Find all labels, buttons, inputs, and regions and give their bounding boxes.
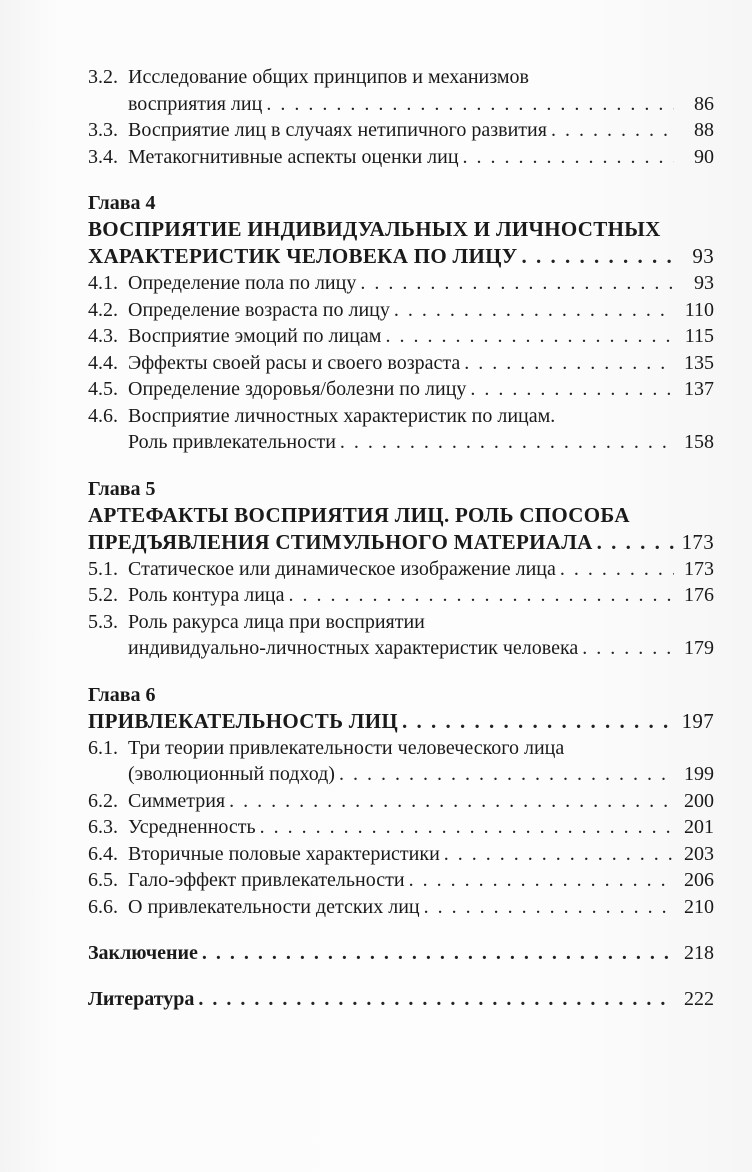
chapter-title-line: ПРЕДЪЯВЛЕНИЯ СТИМУЛЬНОГО МАТЕРИАЛА bbox=[88, 529, 593, 554]
dot-leader bbox=[394, 297, 674, 324]
section-title-line: (эволюционный подход) bbox=[128, 763, 335, 785]
toc-entry-4-2 bbox=[88, 297, 714, 324]
toc-entry-4-5 bbox=[88, 376, 714, 403]
section-title-line: Усредненность bbox=[128, 816, 256, 838]
toc-entry-6-3 bbox=[88, 814, 714, 841]
dot-leader bbox=[288, 582, 674, 609]
page-number: 206 bbox=[684, 869, 714, 891]
dot-leader bbox=[266, 91, 674, 118]
page-number: 197 bbox=[681, 708, 714, 733]
section-title-line: Роль привлекательности bbox=[128, 431, 336, 453]
page-number: 115 bbox=[684, 325, 714, 347]
dot-leader bbox=[260, 814, 674, 841]
page-number: 90 bbox=[694, 145, 714, 168]
page-number: 179 bbox=[684, 637, 714, 659]
section-number: 6.2. bbox=[88, 789, 118, 812]
section-title-line: Вторичные половые характеристики bbox=[128, 842, 440, 865]
dot-leader bbox=[521, 243, 674, 270]
page-number: 200 bbox=[684, 789, 714, 812]
chapter-title-line: ВОСПРИЯТИЕ ИНДИВИДУАЛЬНЫХ И ЛИЧНОСТНЫХ bbox=[88, 217, 661, 241]
section-number: 4.4. bbox=[88, 351, 118, 374]
page-number: 93 bbox=[694, 272, 714, 294]
section-title-line: Роль ракурса лица при восприятии bbox=[128, 610, 425, 633]
dot-leader bbox=[409, 867, 674, 894]
dot-leader bbox=[463, 144, 674, 171]
section-title-line: Роль контура лица bbox=[128, 584, 285, 606]
section-title-line: Восприятие личностных характеристик по лицам. bbox=[128, 404, 556, 427]
section-number: 3.2. bbox=[88, 66, 118, 88]
dot-leader bbox=[444, 841, 674, 868]
section-title-line: Симметрия bbox=[128, 789, 226, 812]
table-of-contents bbox=[88, 64, 714, 1012]
page-number: 176 bbox=[684, 584, 714, 606]
toc-entry-5-2 bbox=[88, 582, 714, 609]
toc-entry-6-5 bbox=[88, 867, 714, 894]
page-number: 93 bbox=[692, 244, 714, 268]
page-number: 173 bbox=[681, 529, 714, 554]
toc-entry-4-4 bbox=[88, 350, 714, 377]
page-number: 137 bbox=[684, 378, 714, 400]
section-title-line: Восприятие лиц в случаях нетипичного развития bbox=[128, 119, 547, 141]
dot-leader bbox=[424, 894, 674, 921]
dot-leader bbox=[402, 708, 674, 735]
section-number: 6.1. bbox=[88, 736, 118, 759]
toc-entry-literature bbox=[88, 986, 714, 1012]
toc-entry-6-1 bbox=[88, 735, 714, 788]
chapter-title-line: АРТЕФАКТЫ ВОСПРИЯТИЯ ЛИЦ. РОЛЬ СПОСОБА bbox=[88, 502, 630, 527]
section-number: 4.5. bbox=[88, 378, 118, 400]
page-number: 135 bbox=[684, 351, 714, 374]
toc-entry-5-1 bbox=[88, 556, 714, 583]
dot-leader bbox=[385, 323, 674, 350]
toc-entry-3-3 bbox=[88, 117, 714, 144]
section-title-line: Гало-эффект привлекательности bbox=[128, 869, 405, 891]
section-number: 6.4. bbox=[88, 842, 118, 865]
section-number: 5.1. bbox=[88, 557, 118, 580]
toc-entry-4-3 bbox=[88, 323, 714, 350]
page-number: 199 bbox=[684, 763, 714, 785]
page-number: 201 bbox=[684, 816, 714, 838]
section-number: 5.2. bbox=[88, 584, 118, 606]
toc-entry-4-1 bbox=[88, 270, 714, 297]
section-title-line: Определение пола по лицу bbox=[128, 272, 357, 294]
dot-leader bbox=[360, 270, 674, 297]
section-title-line: Определение возраста по лицу bbox=[128, 298, 390, 321]
page-number: 158 bbox=[684, 431, 714, 453]
section-title-line: Эффекты своей расы и своего возраста bbox=[128, 351, 461, 374]
literature-label: Литература bbox=[88, 988, 195, 1010]
toc-entry-3-4 bbox=[88, 144, 714, 171]
dot-leader bbox=[198, 986, 674, 1012]
toc-entry-6-4 bbox=[88, 841, 714, 868]
toc-entry-4-6 bbox=[88, 403, 714, 456]
section-title-line: Исследование общих принципов и механизмов bbox=[128, 66, 529, 88]
section-title-line: О привлекательности детских лиц bbox=[128, 895, 420, 918]
toc-entry-3-2 bbox=[88, 64, 714, 117]
dot-leader bbox=[597, 529, 674, 556]
page-number: 110 bbox=[684, 298, 714, 321]
chapter-6-label: Глава 6 bbox=[88, 683, 156, 706]
toc-entry-conclusion bbox=[88, 940, 714, 966]
chapter-5-label: Глава 5 bbox=[88, 477, 156, 500]
section-title-line: индивидуально-личностных характеристик человека bbox=[128, 637, 579, 659]
chapter-4-label: Глава 4 bbox=[88, 192, 156, 214]
section-number: 4.6. bbox=[88, 404, 118, 427]
dot-leader bbox=[551, 117, 674, 144]
section-number: 4.1. bbox=[88, 272, 118, 294]
page-number: 218 bbox=[684, 942, 714, 964]
section-number: 5.3. bbox=[88, 610, 118, 633]
page-number: 210 bbox=[684, 895, 714, 918]
page-number: 86 bbox=[694, 92, 714, 115]
chapter-title-line: ХАРАКТЕРИСТИК ЧЕЛОВЕКА ПО ЛИЦУ bbox=[88, 244, 518, 268]
page-number: 173 bbox=[684, 557, 714, 580]
page-number: 203 bbox=[684, 842, 714, 865]
dot-leader bbox=[582, 635, 674, 662]
dot-leader bbox=[470, 376, 674, 403]
section-title-line: Метакогнитивные аспекты оценки лиц bbox=[128, 145, 459, 168]
toc-entry-6-2 bbox=[88, 788, 714, 815]
dot-leader bbox=[340, 429, 674, 456]
section-number: 4.3. bbox=[88, 325, 118, 347]
chapter-6-title bbox=[88, 708, 714, 735]
dot-leader bbox=[464, 350, 674, 377]
chapter-4-title bbox=[88, 216, 714, 270]
section-title-line: Статическое или динамическое изображение лица bbox=[128, 557, 556, 580]
dot-leader bbox=[229, 788, 674, 815]
section-number: 3.3. bbox=[88, 119, 118, 141]
dot-leader bbox=[202, 940, 674, 966]
toc-entry-5-3 bbox=[88, 609, 714, 662]
section-number: 6.6. bbox=[88, 895, 118, 918]
toc-entry-6-6 bbox=[88, 894, 714, 921]
section-title-line: Восприятие эмоций по лицам bbox=[128, 325, 382, 347]
section-number: 6.5. bbox=[88, 869, 118, 891]
section-title-line: восприятия лиц bbox=[128, 92, 263, 115]
chapter-title-line: ПРИВЛЕКАТЕЛЬНОСТЬ ЛИЦ bbox=[88, 708, 399, 733]
section-title-line: Три теории привлекательности человеческого лица bbox=[128, 736, 565, 759]
dot-leader bbox=[560, 556, 674, 583]
section-number: 6.3. bbox=[88, 816, 118, 838]
page-number: 222 bbox=[684, 988, 714, 1010]
page-number: 88 bbox=[694, 119, 714, 141]
conclusion-label: Заключение bbox=[88, 942, 198, 964]
dot-leader bbox=[339, 761, 674, 788]
section-number: 4.2. bbox=[88, 298, 118, 321]
chapter-5-title bbox=[88, 502, 714, 556]
section-title-line: Определение здоровья/болезни по лицу bbox=[128, 378, 467, 400]
section-number: 3.4. bbox=[88, 145, 118, 168]
